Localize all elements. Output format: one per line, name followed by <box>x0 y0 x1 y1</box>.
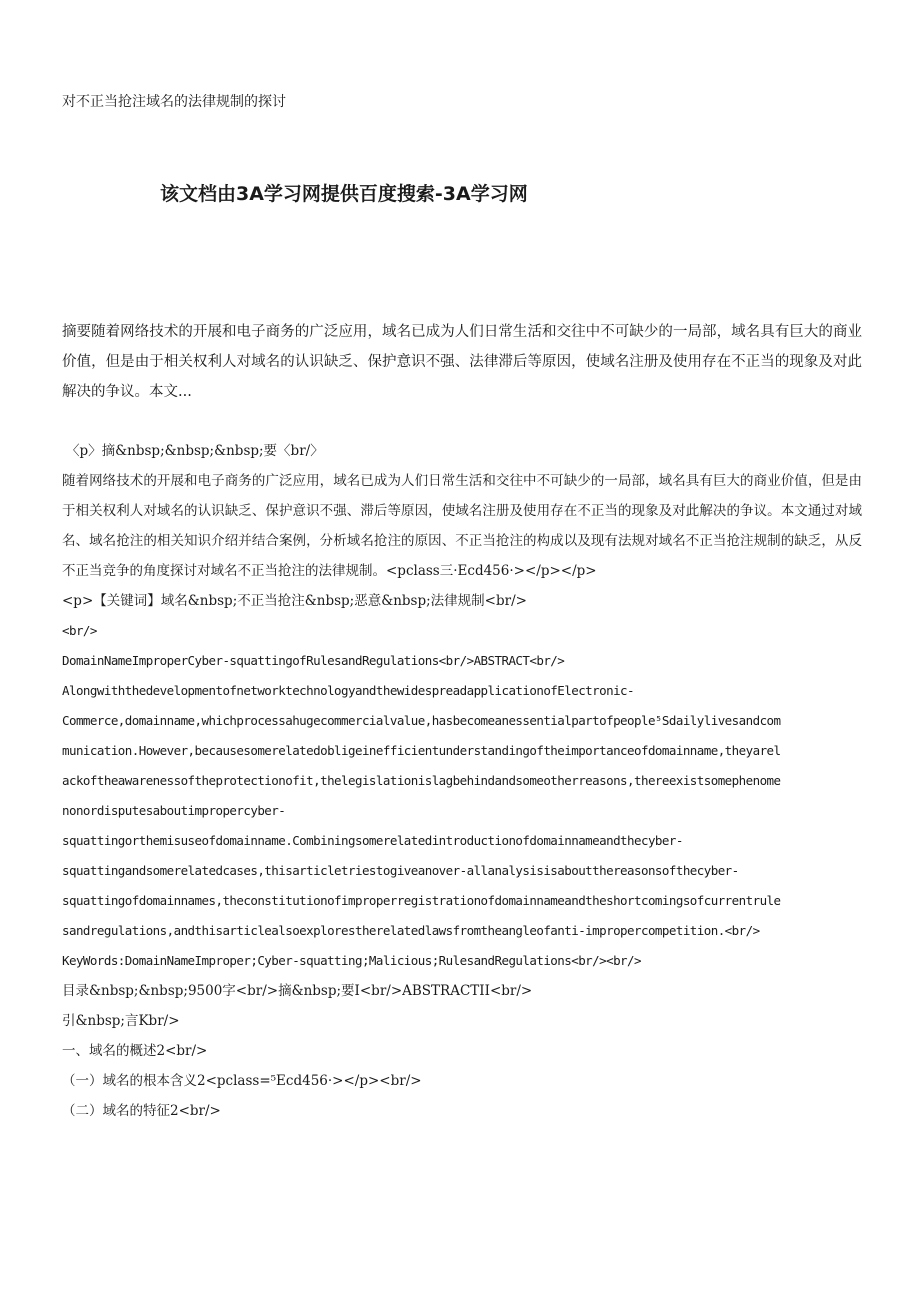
break-line: <br/> <box>62 623 97 638</box>
toc-entry: （二）域名的特征2<br/> <box>62 1103 221 1119</box>
document-title: 对不正当抢注域名的法律规制的探讨 <box>62 94 286 110</box>
body-text <box>62 436 862 1126</box>
keywords-line: <p>【关键词】域名&nbsp;不正当抢注&nbsp;恶意&nbsp;法律规制<br/> <box>62 593 527 609</box>
toc-header-line: 目录&nbsp;&nbsp;9500字<br/>摘&nbsp;要I<br/>ABSTRACTII<br/> <box>62 983 533 999</box>
source-banner: 该文档由3A学习网提供百度搜索-3A学习网 <box>160 183 528 205</box>
english-keywords-line: KeyWords:DomainNameImproper;Cyber-squatting;Malicious;RulesandRegulations<br/><br/> <box>62 953 641 968</box>
english-abstract-line: nonordisputesaboutimpropercyber- <box>62 803 286 818</box>
english-abstract-line: sandregulations,andthisarticlealsoexplorestherelatedlawsfromtheangleofanti-impropercompetition.<br/> <box>62 923 760 938</box>
toc-entry: 引&nbsp;言Kbr/> <box>62 1013 180 1029</box>
english-abstract-line: Commerce,domainname,whichprocessahugecommercialvalue,hasbecomeanessentialpartofpeople⁵Sdailylivesandcom <box>62 713 781 728</box>
english-abstract-line: ackoftheawarenessoftheprotectionofit,thelegislationislagbehindandsomeotherreasons,thereexistsomephenome <box>62 773 781 788</box>
toc-entry: （一）域名的根本含义2<pclass=⁵Ecd456·></p><br/> <box>62 1073 422 1089</box>
english-abstract-line: squattingandsomerelatedcases,thisarticletriestogiveanover-allanalysisisaboutthereasonsofthecyber- <box>62 863 739 878</box>
english-abstract-line: munication.However,becausesomerelatedobligeinefficientunderstandingoftheimportanceofdomainname,theyarel <box>62 743 781 758</box>
toc-entry: 一、域名的概述2<br/> <box>62 1043 208 1059</box>
abstract-heading-line: 〈p〉摘&nbsp;&nbsp;&nbsp;要〈br/〉 <box>66 443 324 459</box>
english-title-line: DomainNameImproperCyber-squattingofRulesandRegulations<br/>ABSTRACT<br/> <box>62 653 565 668</box>
abstract-paragraph: 随着网络技术的开展和电子商务的广泛应用，域名已成为人们日常生活和交往中不可缺少的一局部，域名具有巨大的商业价值，但是由于相关权利人对域名的认识缺乏、保护意识不强、滞后等原因，使域名注册及使用存在不正当的现象及对此解决的争议。本文通过对域名、域名抢注的相关知识介绍并结合案例，分析域名抢注的原因、不正当抢注的构成以及现有法规对域名不正当抢注规制的缺乏，从反不正当竞争的角度探讨对域名不正当抢注的法律规制。<pclass三·Ecd456·></p></p> <box>62 473 862 579</box>
english-abstract-line: squattingofdomainnames,theconstitutionofimproperregistrationofdomainnameandtheshortcomingsofcurrentrule <box>62 893 781 908</box>
english-abstract-line: squattingorthemisuseofdomainname.Combiningsomerelatedintroductionofdomainnameandthecyber- <box>62 833 683 848</box>
summary-paragraph: 摘要随着网络技术的开展和电子商务的广泛应用，域名已成为人们日常生活和交往中不可缺少的一局部，域名具有巨大的商业价值，但是由于相关权利人对域名的认识缺乏、保护意识不强、法律滞后等原因，使域名注册及使用存在不正当的现象及对此解决的争议。本文... <box>62 324 862 400</box>
english-abstract-line: AlongwiththedevelopmentofnetworktechnologyandthewidespreadapplicationofElectronic- <box>62 683 635 698</box>
